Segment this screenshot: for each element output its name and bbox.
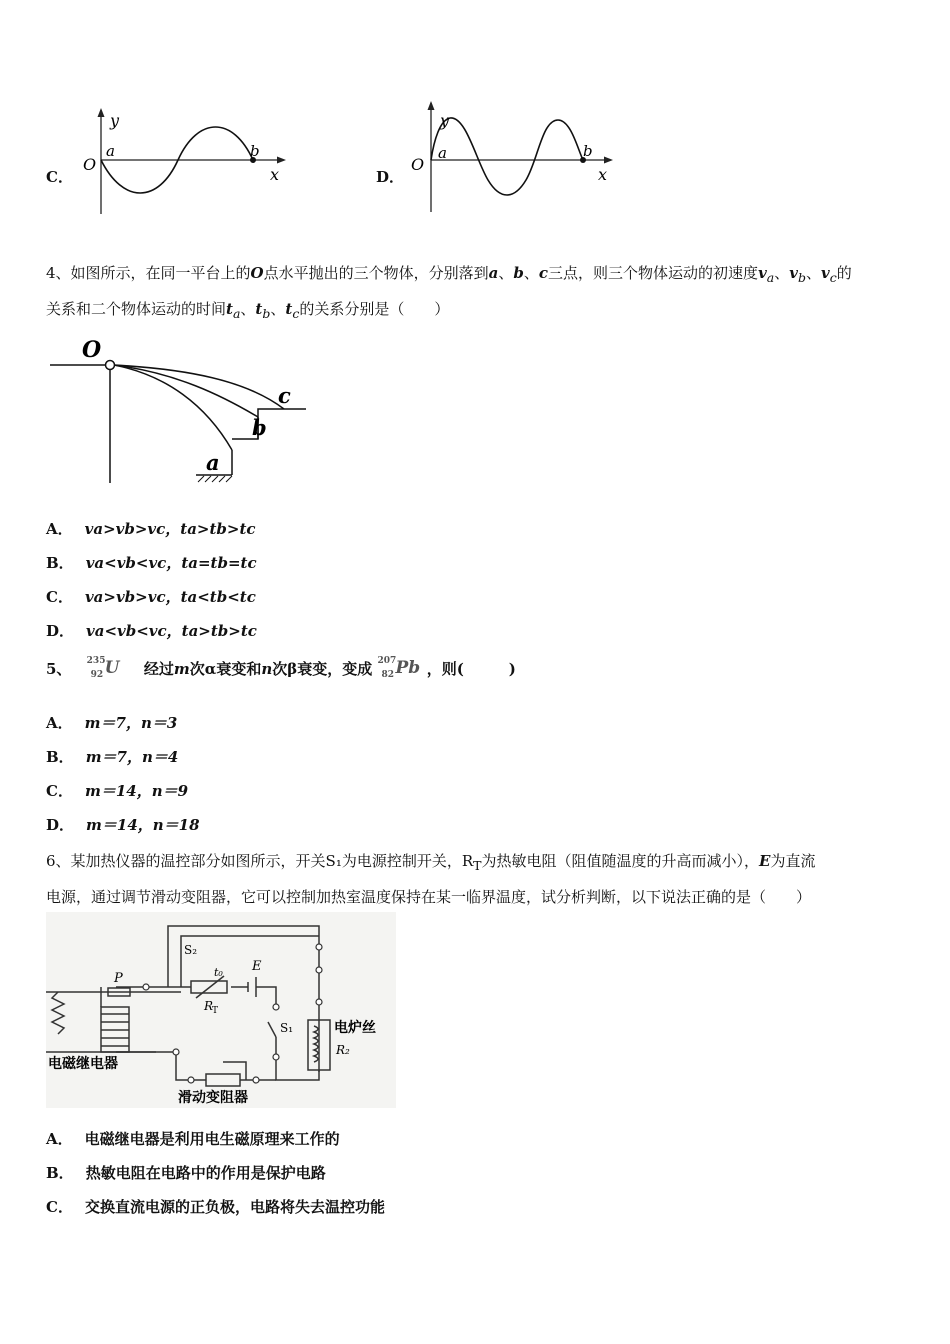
origin-label: O — [411, 155, 425, 174]
uranium-nuclide: 235 92 U — [86, 656, 120, 680]
option-c-label: C． — [46, 168, 73, 186]
label-s2: S₂ — [184, 943, 198, 957]
q4-option-d[interactable]: D． va<vb<vc，ta>tb>tc — [46, 622, 257, 640]
q5-option-d[interactable]: D． m＝14，n＝18 — [46, 816, 200, 834]
q4-stem-line2: 关系和二个物体运动的时间$t_a$、$t_b$、$t_c$的关系分别是（ ） — [46, 300, 450, 321]
label-rt: R — [204, 999, 214, 1013]
sine-curve — [431, 118, 583, 195]
option-d-label: D． — [376, 168, 405, 186]
q6-option-c[interactable]: C． 交换直流电源的正负极，电路将失去温控功能 — [46, 1198, 385, 1216]
label-relay: 电磁继电器 — [48, 1056, 118, 1072]
projectile-figure — [46, 335, 316, 490]
q4-option-c[interactable]: C． va>vb>vc，ta<tb<tc — [46, 588, 256, 606]
q5-stem: 5、 235 92 U 经过m次α衰变和n次β衰变，变成 207 82 Pb ，则( ) — [46, 656, 516, 684]
y-axis-arrow — [428, 101, 435, 110]
x-label: x — [270, 165, 280, 184]
y-label: y — [440, 111, 450, 130]
a-label: a — [106, 142, 115, 160]
lead-nuclide: 207 82 Pb — [377, 656, 421, 680]
label-c: c — [278, 383, 291, 408]
x-axis-arrow — [604, 157, 613, 164]
thermostat-circuit-figure — [46, 912, 396, 1108]
label-b: b — [252, 415, 267, 440]
q6-option-b[interactable]: B． 热敏电阻在电路中的作用是保护电路 — [46, 1164, 326, 1182]
option-c-sine-graph — [78, 108, 298, 220]
option-d-sine-graph — [408, 100, 628, 215]
x-label: x — [598, 165, 608, 184]
q5-option-a[interactable]: A． m＝7，n＝3 — [46, 714, 178, 732]
label-heater: 电炉丝 — [334, 1020, 376, 1036]
q6-stem-line1: 6、某加热仪器的温控部分如图所示，开关S₁为电源控制开关，$R_T$为热敏电阻（阻值随温度的升高而减小），E为直流 — [46, 852, 816, 873]
label-e: E — [252, 959, 262, 974]
q5-option-b[interactable]: B． m＝7，n＝4 — [46, 748, 179, 766]
label-r2: R₂ — [336, 1043, 350, 1057]
label-rheostat: 滑动变阻器 — [178, 1090, 248, 1106]
q5-option-c[interactable]: C． m＝14，n＝9 — [46, 782, 189, 800]
label-s1: S₁ — [280, 1021, 294, 1035]
launch-point-o — [106, 361, 115, 370]
q6-option-a[interactable]: A． 电磁继电器是利用电生磁原理来工作的 — [46, 1130, 340, 1148]
label-o: O — [82, 337, 102, 363]
a-label: a — [438, 144, 447, 162]
label-a: a — [206, 450, 220, 475]
q4-option-b[interactable]: B． va<vb<vc，ta=tb=tc — [46, 554, 257, 572]
origin-label: O — [83, 155, 97, 174]
label-p: P — [114, 971, 123, 986]
x-axis-arrow — [277, 157, 286, 164]
b-label: b — [250, 142, 260, 160]
q6-stem-line2: 电源，通过调节滑动变阻器，它可以控制加热室温度保持在某一临界温度，试分析判断，以下说法正确的是（ ） — [46, 888, 812, 906]
b-label: b — [583, 142, 593, 160]
q4-option-a[interactable]: A． va>vb>vc，ta>tb>tc — [46, 520, 256, 538]
y-label: y — [110, 111, 120, 130]
label-t0: t₀ — [214, 966, 223, 979]
label-rt-sub: T — [212, 1006, 219, 1016]
ground-hatch — [198, 476, 232, 482]
q4-stem-line1: 4、如图所示，在同一平台上的O点水平抛出的三个物体，分别落到a、b、c三点，则三个物体运动的初速度$v_a$、$v_b$、$v_c$的 — [46, 264, 852, 285]
y-axis-arrow — [98, 108, 105, 117]
